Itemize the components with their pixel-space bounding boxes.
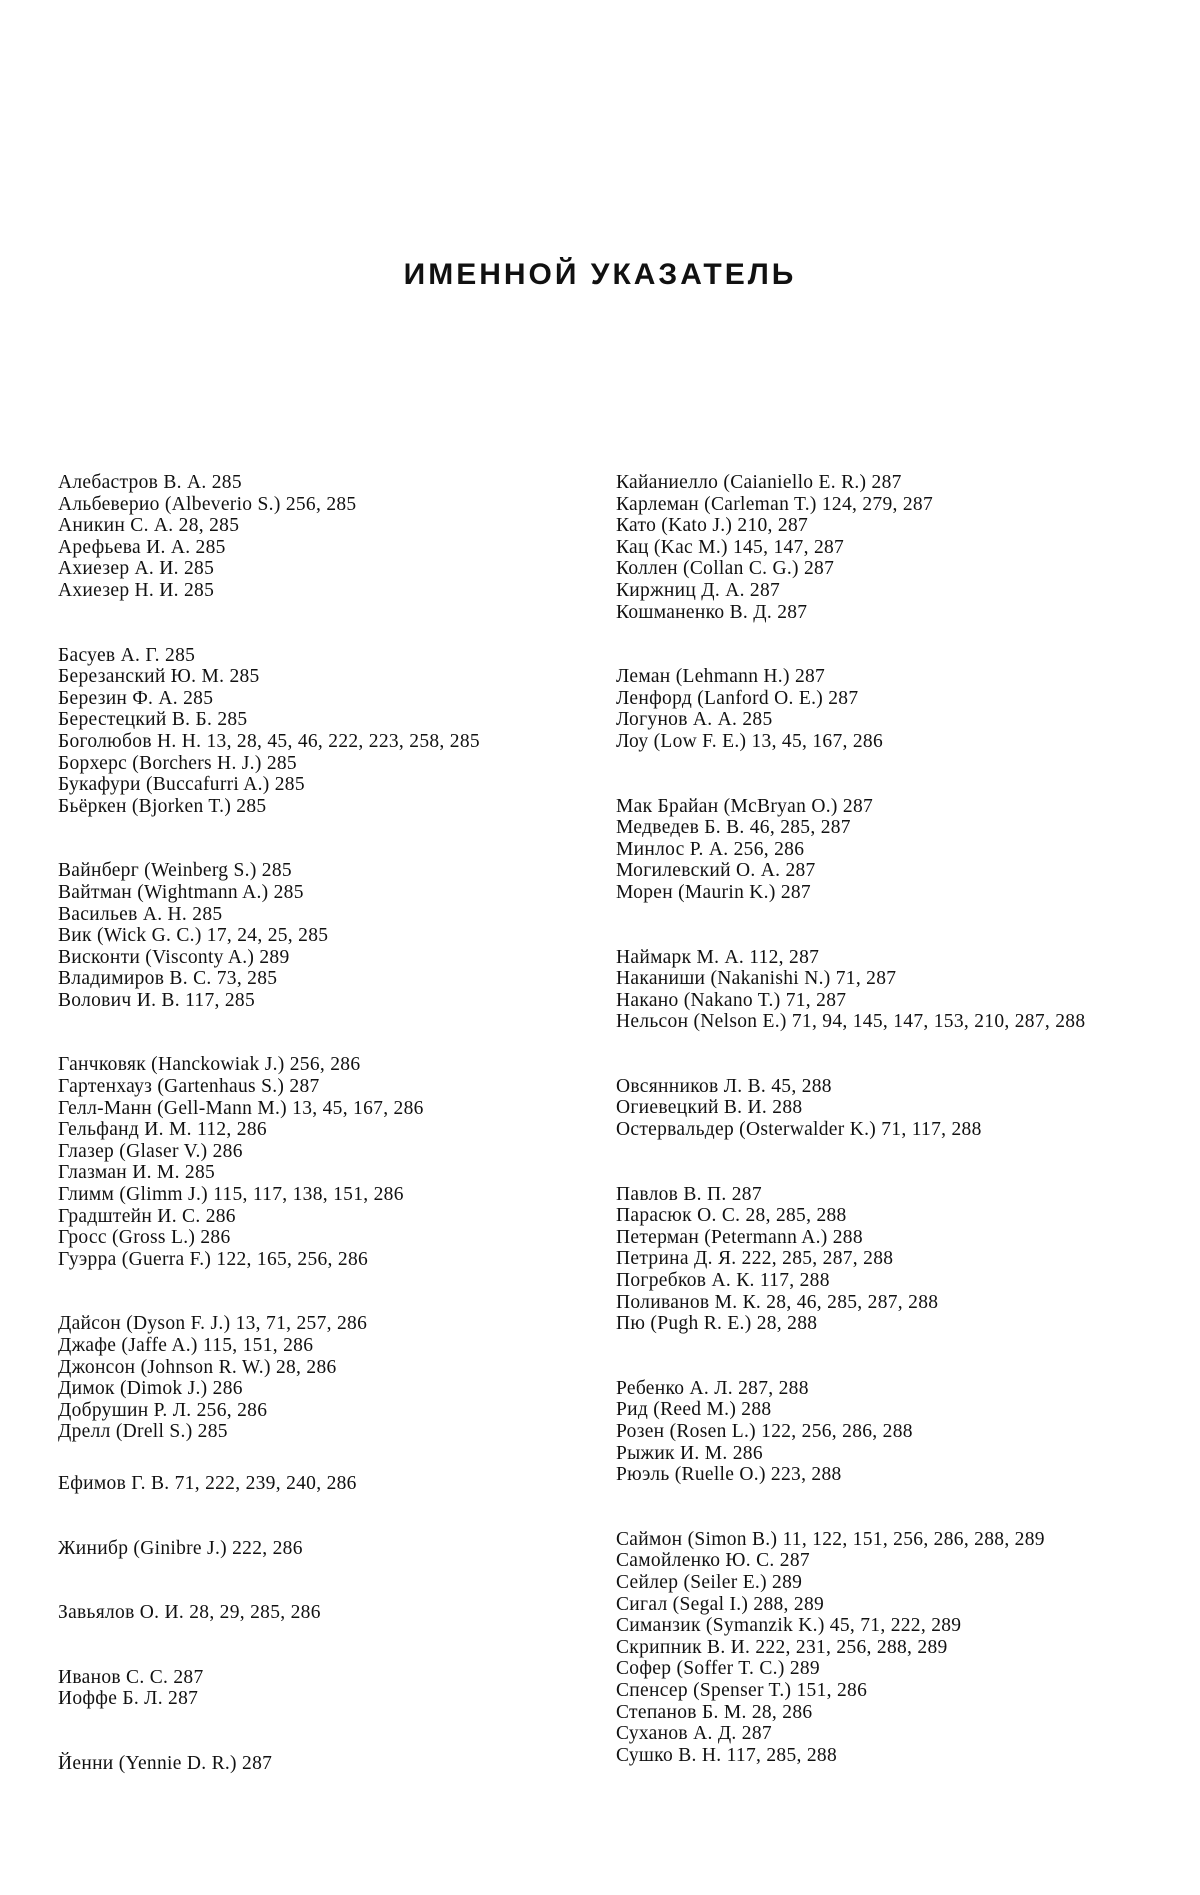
right-column [616, 472, 1136, 1766]
index-entry: Арефьева И. А. 285 [58, 536, 226, 558]
index-entry: Киржниц Д. А. 287 [616, 579, 781, 601]
index-entry: Волович И. В. 117, 285 [58, 989, 256, 1011]
index-group-d [58, 1313, 578, 1443]
index-entry: Леман (Lehmann H.) 287 [616, 666, 826, 688]
index-entry: Букафури (Buccafurri A.) 285 [58, 774, 305, 796]
index-group-p [616, 1184, 1136, 1335]
index-entry: Могилевский О. А. 287 [616, 860, 816, 882]
index-entry: Васильев А. Н. 285 [58, 903, 223, 925]
index-entry: Джафе (Jaffe A.) 115, 151, 286 [58, 1335, 314, 1356]
index-entry: Вайтман (Wightmann A.) 285 [58, 881, 304, 903]
index-entry: Саймон (Simon B.) 11, 122, 151, 256, 286, 288, 289 [616, 1528, 1045, 1550]
index-entry: Парасюк О. С. 28, 285, 288 [616, 1205, 847, 1227]
index-entry: Иоффе Б. Л. 287 [58, 1688, 199, 1710]
index-entry: Ефимов Г. В. 71, 222, 239, 240, 286 [58, 1472, 357, 1494]
index-entry: Петерман (Petermann A.) 288 [616, 1226, 863, 1248]
index-entry: Коллен (Collan C. G.) 287 [616, 558, 835, 580]
index-entry: Пю (Pugh R. E.) 28, 288 [616, 1313, 818, 1335]
index-entry: Лоу (Low F. E.) 13, 45, 167, 286 [616, 730, 884, 752]
index-entry: Альбеверио (Albeverio S.) 256, 285 [58, 493, 357, 515]
index-entry: Йенни (Yennie D. R.) 287 [58, 1752, 273, 1774]
index-entry: Гросс (Gross L.) 286 [58, 1227, 231, 1249]
index-entry: Гелл-Манн (Gell-Mann M.) 13, 45, 167, 286 [58, 1097, 424, 1119]
index-entry: Басуев А. Г. 285 [58, 644, 196, 666]
index-entry: Борхерс (Borchers H. J.) 285 [58, 752, 297, 774]
index-entry: Рыжик И. М. 286 [616, 1442, 763, 1464]
index-entry: Бьёркен (Bjorken T.) 285 [58, 795, 267, 817]
index-entry: Иванов С. С. 287 [58, 1666, 204, 1688]
index-entry: Карлеман (Carleman T.) 124, 279, 287 [616, 493, 934, 515]
index-entry: Березанский Ю. М. 285 [58, 666, 260, 688]
index-entry: Логунов А. А. 285 [616, 709, 773, 731]
index-entry: Кайаниелло (Caianiello E. R.) 287 [616, 472, 902, 493]
index-entry: Овсянников Л. В. 45, 288 [616, 1075, 832, 1097]
index-group-y [58, 1753, 578, 1775]
index-group-a [58, 472, 578, 602]
index-entry: Джонсон (Johnson R. W.) 28, 286 [58, 1356, 337, 1378]
index-entry: Глимм (Glimm J.) 115, 117, 138, 151, 286 [58, 1184, 404, 1206]
index-entry: Вик (Wick G. C.) 17, 24, 25, 285 [58, 925, 329, 947]
index-entry: Глазер (Glaser V.) 286 [58, 1140, 243, 1162]
index-entry: Ребенко А. Л. 287, 288 [616, 1377, 809, 1399]
index-group-k [616, 472, 1136, 623]
index-entry: Завьялов О. И. 28, 29, 285, 286 [58, 1602, 321, 1624]
index-group-z [58, 1602, 578, 1624]
index-entry: Остервальдер (Osterwalder K.) 71, 117, 288 [616, 1119, 982, 1141]
index-entry: Спенсер (Spenser T.) 151, 286 [616, 1679, 868, 1701]
index-entry: Берестецкий В. Б. 285 [58, 709, 248, 731]
index-entry: Сигал (Segal I.) 288, 289 [616, 1593, 825, 1615]
index-entry: Павлов В. П. 287 [616, 1183, 762, 1205]
index-entry: Березин Ф. А. 285 [58, 687, 214, 709]
index-entry: Градштейн И. С. 286 [58, 1205, 236, 1227]
index-group-n [616, 947, 1136, 1033]
index-entry: Медведев Б. В. 46, 285, 287 [616, 817, 851, 839]
index-entry: Софер (Soffer T. C.) 289 [616, 1658, 820, 1680]
index-entry: Петрина Д. Я. 222, 285, 287, 288 [616, 1248, 894, 1270]
index-entry: Ахиезер А. И. 285 [58, 558, 215, 580]
index-group-i [58, 1667, 578, 1710]
index-group-l [616, 666, 1136, 752]
index-group-s [616, 1529, 1136, 1767]
index-entry: Владимиров В. С. 73, 285 [58, 968, 278, 990]
index-entry: Накано (Nakano T.) 71, 287 [616, 989, 847, 1011]
index-entry: Дрелл (Drell S.) 285 [58, 1421, 228, 1443]
index-entry: Ахиезер Н. И. 285 [58, 579, 215, 601]
index-entry: Суханов А. Д. 287 [616, 1723, 772, 1745]
page-title: ИМЕННОЙ УКАЗАТЕЛЬ [403, 258, 797, 291]
index-entry: Дайсон (Dyson F. J.) 13, 71, 257, 286 [58, 1313, 368, 1335]
index-entry: Жинибр (Ginibre J.) 222, 286 [58, 1537, 303, 1559]
index-entry: Симанзик (Symanzik K.) 45, 71, 222, 289 [616, 1615, 962, 1637]
index-entry: Глазман И. М. 285 [58, 1162, 216, 1184]
index-entry: Поливанов М. К. 28, 46, 285, 287, 288 [616, 1291, 939, 1313]
index-entry: Мак Брайан (McBryan O.) 287 [616, 795, 874, 817]
index-entry: Минлос Р. А. 256, 286 [616, 838, 805, 860]
index-entry: Гельфанд И. М. 112, 286 [58, 1119, 267, 1141]
index-entry: Вайнберг (Weinberg S.) 285 [58, 860, 292, 882]
index-entry: Погребков А. К. 117, 288 [616, 1270, 830, 1292]
index-entry: Добрушин Р. Л. 256, 286 [58, 1399, 268, 1421]
index-entry: Кошманенко В. Д. 287 [616, 601, 808, 623]
index-entry: Сейлер (Seiler E.) 289 [616, 1571, 803, 1593]
index-entry: Скрипник В. И. 222, 231, 256, 288, 289 [616, 1636, 948, 1658]
index-group-e [58, 1473, 578, 1495]
index-group-g [58, 1054, 578, 1270]
index-group-v [58, 860, 578, 1011]
index-entry: Алебастров В. А. 285 [58, 472, 242, 493]
index-entry: Наймарк М. А. 112, 287 [616, 946, 820, 968]
index-entry: Аникин С. А. 28, 285 [58, 515, 240, 537]
index-group-m [616, 796, 1136, 904]
left-column [58, 472, 578, 1775]
index-entry: Кац (Kac M.) 145, 147, 287 [616, 536, 845, 558]
index-group-b [58, 645, 578, 818]
index-entry: Гуэрра (Guerra F.) 122, 165, 256, 286 [58, 1248, 369, 1270]
index-group-r [616, 1378, 1136, 1486]
index-entry: Гартенхауз (Gartenhaus S.) 287 [58, 1076, 320, 1098]
index-entry: Самойленко Ю. С. 287 [616, 1550, 810, 1572]
index-entry: Ганчковяк (Hanckowiak J.) 256, 286 [58, 1054, 361, 1076]
index-entry: Морен (Maurin K.) 287 [616, 881, 811, 903]
index-entry: Рюэль (Ruelle O.) 223, 288 [616, 1464, 842, 1486]
index-entry: Розен (Rosen L.) 122, 256, 286, 288 [616, 1421, 913, 1442]
index-entry: Рид (Reed M.) 288 [616, 1399, 772, 1421]
index-entry: Ленфорд (Lanford O. E.) 287 [616, 687, 859, 709]
index-entry: Степанов Б. М. 28, 286 [616, 1701, 813, 1723]
index-entry: Сушко В. Н. 117, 285, 288 [616, 1744, 838, 1766]
index-entry: Огиевецкий В. И. 288 [616, 1097, 803, 1119]
index-entry: Нельсон (Nelson E.) 71, 94, 145, 147, 153, 210, 287, 288 [616, 1011, 1086, 1033]
index-entry: Като (Kato J.) 210, 287 [616, 515, 809, 537]
index-entry: Висконти (Visconty A.) 289 [58, 946, 290, 968]
index-group-zh [58, 1538, 578, 1560]
index-group-o [616, 1076, 1136, 1141]
index-entry: Боголюбов Н. Н. 13, 28, 45, 46, 222, 223, 258, 285 [58, 730, 480, 752]
index-entry: Наканиши (Nakanishi N.) 71, 287 [616, 968, 897, 990]
index-entry: Димок (Dimok J.) 286 [58, 1378, 243, 1400]
